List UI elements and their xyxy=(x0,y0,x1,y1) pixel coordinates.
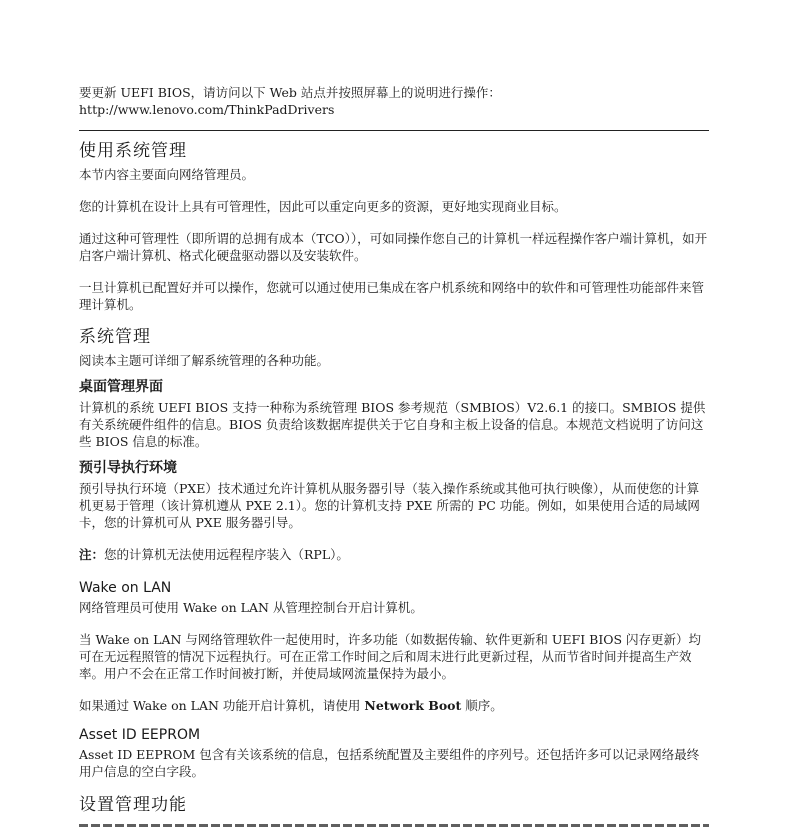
heading-use-system-management: 使用系统管理 xyxy=(79,141,187,161)
intro-line-1: 要更新 UEFI BIOS，请访问以下 Web 站点并按照屏幕上的说明进行操作： xyxy=(79,85,501,100)
paragraph-manage-2: 您的计算机在设计上具有可管理性，因此可以重定向更多的资源，更好地实现商业目标。 xyxy=(79,199,567,214)
wol-p3-pre: 如果通过 Wake on LAN 功能开启计算机，请使用 xyxy=(79,698,365,713)
intro-text xyxy=(79,84,709,118)
note-label: 注： xyxy=(79,547,105,562)
paragraph-manage-3: 通过这种可管理性（即所谓的总拥有成本（TCO）），可如同操作您自己的计算机一样远程操作客户端计算机，如开启客户端计算机、格式化硬盘驱动器以及安装软件。 xyxy=(79,231,708,263)
heading-wake-on-lan: Wake on LAN xyxy=(79,580,172,596)
paragraph-wol-2: 当 Wake on LAN 与网络管理软件一起使用时，许多功能（如数据传输、软件更新和 UEFI BIOS 闪存更新）均可在无远程照管的情况下远程执行。可在正常工作时间之后和周末进行此更新过程，从而节省时间并提高生产效率。用户不会在正常工作时间被打断，并使局域网流量保持为最小。 xyxy=(79,632,702,681)
heading-asset-id-eeprom: Asset ID EEPROM xyxy=(79,727,201,743)
heading-desktop-management-interface: 桌面管理界面 xyxy=(79,379,163,395)
paragraph-system-1: 阅读本主题可详细了解系统管理的各种功能。 xyxy=(79,353,330,368)
intro-url: http://www.lenovo.com/ThinkPadDrivers xyxy=(79,102,335,117)
network-boot-term: Network Boot xyxy=(364,698,462,713)
paragraph-asset-1: Asset ID EEPROM 包含有关该系统的信息，包括系统配置及主要组件的序列号。还包括许多可以记录网络最终用户信息的空白字段。 xyxy=(79,747,700,779)
paragraph-manage-1: 本节内容主要面向网络管理员。 xyxy=(79,167,255,182)
section-divider xyxy=(79,130,709,131)
note-pxe xyxy=(79,546,709,563)
paragraph-wol-1: 网络管理员可使用 Wake on LAN 从管理控制台开启计算机。 xyxy=(79,600,423,615)
heading-setup-management-features: 设置管理功能 xyxy=(79,795,187,815)
paragraph-dmi-1: 计算机的系统 UEFI BIOS 支持一种称为系统管理 BIOS 参考规范（SMBIOS）V2.6.1 的接口。SMBIOS 提供有关系统硬件组件的信息。BIOS 负责给该数据库提供关于它自身和主板上设备的信息。本规范文档说明了访问这些 BIOS 信息的标准。 xyxy=(79,400,706,449)
cut-off-text-fragment xyxy=(79,824,709,827)
document-page xyxy=(79,84,709,816)
wol-p3-post: 顺序。 xyxy=(461,698,503,713)
cut-off-text-line xyxy=(79,822,709,828)
note-text: 您的计算机无法使用远程程序装入（RPL）。 xyxy=(104,547,349,562)
paragraph-manage-4: 一旦计算机已配置好并可以操作，您就可以通过使用已集成在客户机系统和网络中的软件和可管理性功能部件来管理计算机。 xyxy=(79,280,705,312)
paragraph-pxe-1: 预引导执行环境（PXE）技术通过允许计算机从服务器引导（装入操作系统或其他可执行映像），从而使您的计算机更易于管理（该计算机遵从 PXE 2.1）。您的计算机支持 PXE 所需的 PC 功能。例如，如果使用合适的局域网卡，您的计算机可从 PXE 服务器引导。 xyxy=(79,481,700,530)
heading-pxe: 预引导执行环境 xyxy=(79,460,177,476)
paragraph-wol-3 xyxy=(79,697,709,714)
heading-system-management: 系统管理 xyxy=(79,327,151,347)
